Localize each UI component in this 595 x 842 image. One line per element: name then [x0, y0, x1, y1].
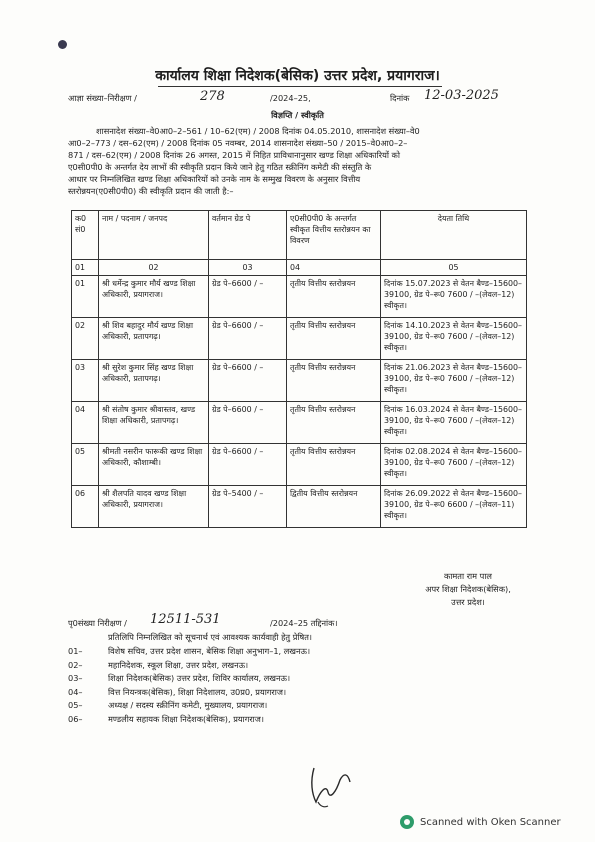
- row-name: श्री धर्मेन्द्र कुमार मौर्य खण्ड शिक्षा अधिकारी, प्रयागराज।: [99, 276, 209, 318]
- office-title: कार्यालय शिक्षा निदेशक(बेसिक) उत्तर प्रदेश, प्रयागराज।: [155, 68, 440, 84]
- body-line: ए0सी0पी0 के अन्तर्गत देय लाभों की स्वीकृति प्रदान किये जाने हेतु गठित स्क्रीनिंग कमेटी की संस्तुति के: [68, 162, 372, 173]
- order-number-handwritten: 278: [200, 89, 225, 104]
- table-header-row: [72, 211, 527, 260]
- col-number: 01: [72, 260, 99, 276]
- recipient-text: अध्यक्ष / सदस्य स्क्रीनिंग कमेटी, मुख्यालय, प्रयागराज।: [108, 700, 268, 711]
- recipient-number: 01–: [68, 646, 83, 656]
- row-grade: ग्रेड पे–6600 / –: [209, 402, 287, 444]
- body-paragraph: [68, 125, 530, 198]
- recipient-number: 04–: [68, 686, 83, 697]
- row-grade: ग्रेड पे–6600 / –: [209, 276, 287, 318]
- col-number: 02: [99, 260, 209, 276]
- signatory-designation: अपर शिक्षा निदेशक(बेसिक),: [425, 584, 511, 594]
- list-item: [68, 672, 498, 686]
- recipient-number: 06–: [68, 713, 83, 724]
- punch-hole-mark: [58, 40, 67, 49]
- body-line: आधार पर निम्नलिखित खण्ड शिक्षा अधिकारियों को उनके नाम के सम्मुख विवरण के अनुसार वित्तीय: [68, 174, 361, 185]
- row-date: दिनांक 15.07.2023 से वेतन बैण्ड–15600–39100, ग्रेड पे–रू0 7600 / –(लेवल–12) स्वीकृत।: [381, 276, 527, 318]
- header-grade: वर्तमान ग्रेड पे: [209, 211, 287, 260]
- scanner-watermark: [400, 815, 561, 829]
- signatory-block: [398, 570, 538, 609]
- header-name: नाम / पदनाम / जनपद: [99, 211, 209, 260]
- acp-approval-table: [71, 210, 527, 528]
- col-number: 05: [381, 260, 527, 276]
- body-line: 871 / दस–62(एम) / 2008 दिनांक 26 अगस्त, 2015 में निहित प्राविधानानुसार खण्ड शिक्षा अधिकारियों को: [68, 150, 400, 161]
- row-acp: तृतीय वित्तीय स्तरोन्नयन: [287, 444, 381, 486]
- row-name: श्री शैलपति यादव खण्ड शिक्षा अधिकारी, प्रयागराज।: [99, 486, 209, 528]
- row-date: दिनांक 16.03.2024 से वेतन बैण्ड–15600–39100, ग्रेड पे–रू0 7600 / –(लेवल–12) स्वीकृत।: [381, 402, 527, 444]
- signatory-name: कामता राम पाल: [444, 571, 492, 581]
- list-item: [68, 659, 498, 673]
- row-name: श्री शिव बहादुर मौर्य खण्ड शिक्षा अधिकारी, प्रतापगढ़।: [99, 318, 209, 360]
- row-serial: 04: [72, 402, 99, 444]
- body-line: स्तरोन्नयन(ए0सी0पी0) की स्वीकृति प्रदान की जाती है:–: [68, 186, 234, 197]
- order-year: /2024–25,: [270, 93, 311, 103]
- row-name: श्रीमती नसरीन फारूकी खण्ड शिक्षा अधिकारी, कौशाम्बी।: [99, 444, 209, 486]
- table-row: [72, 402, 527, 444]
- row-serial: 02: [72, 318, 99, 360]
- row-acp: तृतीय वित्तीय स्तरोन्नयन: [287, 402, 381, 444]
- order-label: आज्ञा संख्या–निरीक्षण /: [68, 93, 137, 103]
- row-grade: ग्रेड पे–5400 / –: [209, 486, 287, 528]
- header-date: देयता तिथि: [381, 211, 527, 260]
- col-number: 04: [287, 260, 381, 276]
- row-date: दिनांक 14.10.2023 से वेतन बैण्ड–15600–39100, ग्रेड पे–रू0 7600 / –(लेवल–12) स्वीकृत।: [381, 318, 527, 360]
- date-handwritten: 12-03-2025: [424, 88, 499, 103]
- list-item: [68, 686, 498, 700]
- table-column-number-row: [72, 260, 527, 276]
- row-grade: ग्रेड पे–6600 / –: [209, 318, 287, 360]
- table-row: [72, 276, 527, 318]
- endorsement-number-label: पृ0संख्या निरीक्षण /: [68, 618, 127, 628]
- row-grade: ग्रेड पे–6600 / –: [209, 444, 287, 486]
- oken-scanner-logo-icon: [400, 815, 414, 829]
- row-date: दिनांक 02.08.2024 से वेतन बैण्ड–15600–39100, ग्रेड पे–रू0 7600 / –(लेवल–12) स्वीकृत।: [381, 444, 527, 486]
- scanner-text: Scanned with Oken Scanner: [420, 816, 561, 828]
- col-number: 03: [209, 260, 287, 276]
- row-grade: ग्रेड पे–6600 / –: [209, 360, 287, 402]
- list-item: [68, 713, 498, 727]
- recipient-text: मण्डलीय सहायक शिक्षा निदेशक(बेसिक), प्रयागराज।: [108, 713, 264, 724]
- subject-line: विज्ञप्ति / स्वीकृति: [271, 110, 324, 120]
- row-acp: द्वितीय वित्तीय स्तरोन्नयन: [287, 486, 381, 528]
- recipient-text: विशेष सचिव, उत्तर प्रदेश शासन, बेसिक शिक्षा अनुभाग–1, लखनऊ।: [108, 646, 311, 656]
- table-row: [72, 486, 527, 528]
- endorsement-intro: प्रतिलिपि निम्नलिखित को सूचनार्थ एवं आवश्यक कार्यवाही हेतु प्रेषित।: [108, 632, 312, 642]
- row-serial: 05: [72, 444, 99, 486]
- body-line: आ0–2–773 / दस–62(एम) / 2008 दिनांक 05 नवम्बर, 2014 शासनादेश संख्या–50 / 2015–वे0आ0–2–: [68, 138, 408, 149]
- list-item: [68, 645, 498, 659]
- row-date: दिनांक 26.09.2022 से वेतन बैण्ड–15600–39100, ग्रेड पे–रू0 6600 / –(लेवल–11) स्वीकृत।: [381, 486, 527, 528]
- row-serial: 06: [72, 486, 99, 528]
- table-row: [72, 360, 527, 402]
- recipient-list: [68, 645, 498, 727]
- endorsement-year: /2024–25 तद्दिनांक।: [270, 618, 338, 628]
- row-acp: तृतीय वित्तीय स्तरोन्नयन: [287, 276, 381, 318]
- recipient-text: महानिदेशक, स्कूल शिक्षा, उत्तर प्रदेश, लखनऊ।: [108, 659, 249, 670]
- row-acp: तृतीय वित्तीय स्तरोन्नयन: [287, 318, 381, 360]
- table-row: [72, 444, 527, 486]
- signatory-state: उत्तर प्रदेश।: [451, 597, 485, 607]
- row-name: श्री सुरेश कुमार सिंह खण्ड शिक्षा अधिकारी, प्रतापगढ़।: [99, 360, 209, 402]
- table-row: [72, 318, 527, 360]
- endorsement-number-handwritten: 12511-531: [150, 612, 221, 627]
- handwritten-signature: [300, 762, 360, 812]
- recipient-text: शिक्षा निदेशक(बेसिक) उत्तर प्रदेश, शिविर कार्यालय, लखनऊ।: [108, 673, 291, 684]
- recipient-number: 03–: [68, 673, 83, 684]
- row-acp: तृतीय वित्तीय स्तरोन्नयन: [287, 360, 381, 402]
- list-item: [68, 699, 498, 713]
- row-serial: 03: [72, 360, 99, 402]
- recipient-text: वित्त नियन्त्रक(बेसिक), शिक्षा निदेशालय, उ0प्र0, प्रयागराज।: [108, 686, 287, 697]
- title-underline: [158, 86, 442, 87]
- row-date: दिनांक 21.06.2023 से वेतन बैण्ड–15600–39100, ग्रेड पे–रू0 7600 / –(लेवल–12) स्वीकृत।: [381, 360, 527, 402]
- body-line: शासनादेश संख्या–वे0आ0–2–561 / 10–62(एम) / 2008 दिनांक 04.05.2010, शासनादेश संख्या–वे0: [96, 126, 420, 136]
- header-serial: क0 सं0: [72, 211, 99, 260]
- header-acp: ए0सी0पी0 के अन्तर्गत स्वीकृत वित्तीय स्तरोन्नयन का विवरण: [287, 211, 381, 260]
- recipient-number: 02–: [68, 659, 83, 670]
- row-serial: 01: [72, 276, 99, 318]
- recipient-number: 05–: [68, 700, 83, 711]
- date-label: दिनांक: [390, 93, 410, 103]
- row-name: श्री संतोष कुमार श्रीवास्तव, खण्ड शिक्षा अधिकारी, प्रतापगढ़।: [99, 402, 209, 444]
